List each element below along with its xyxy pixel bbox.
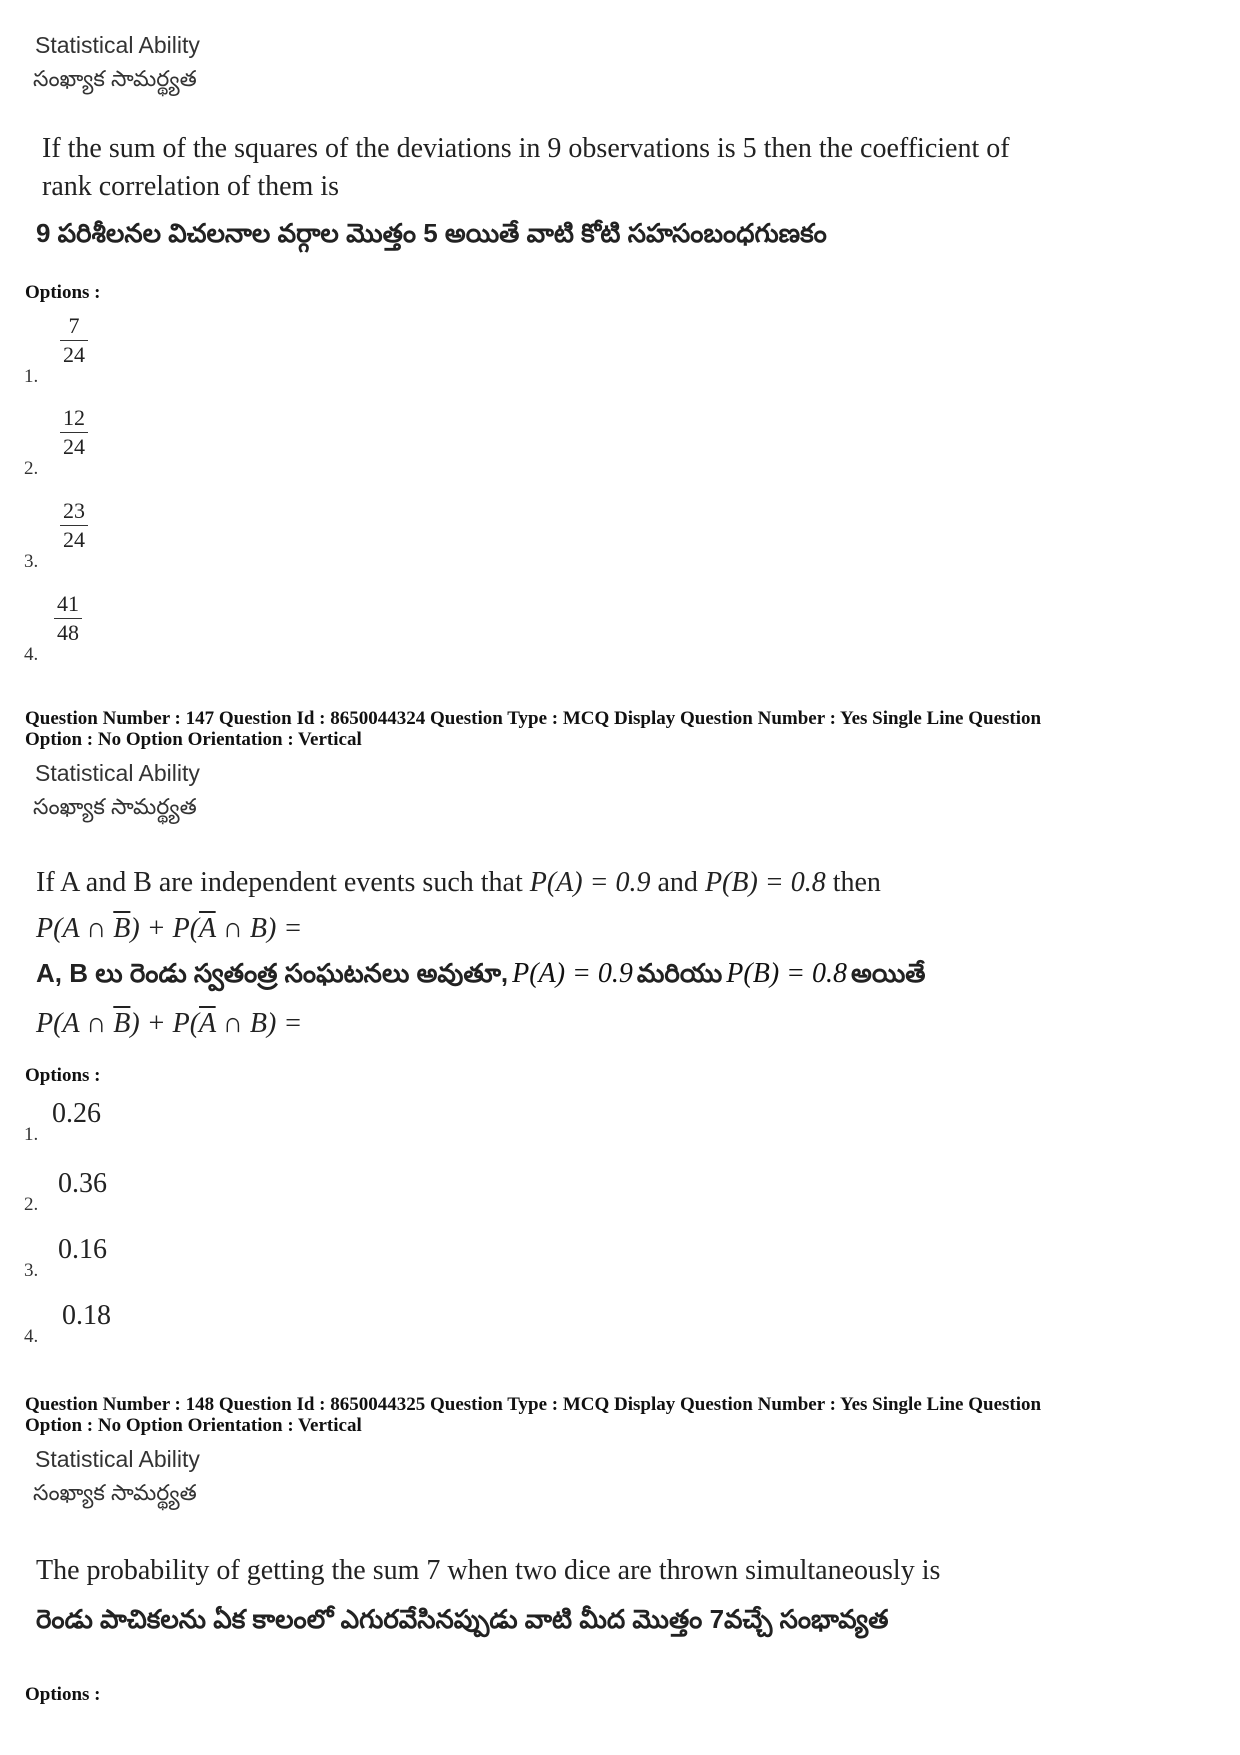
and-word: and [657, 867, 698, 898]
option-value: 0.18 [62, 1300, 111, 1331]
option-number: 4. [24, 1326, 39, 1347]
option-4[interactable] [24, 1300, 184, 1348]
telugu-suffix: అయితే [851, 958, 926, 988]
question-meta-line2: Option : No Option Orientation : Vertical [25, 1415, 362, 1436]
expr-part: ) + P( [130, 913, 200, 944]
expr-part: $\overline{B}$ [113, 913, 131, 944]
fraction-denominator: 24 [63, 434, 85, 459]
option-number: 3. [24, 551, 39, 572]
subject-label: Statistical Ability [35, 760, 200, 786]
fraction-denominator: 24 [63, 342, 85, 367]
option-fraction [60, 497, 88, 554]
question-text-telugu [36, 958, 926, 995]
options-label: Options : [25, 1065, 101, 1086]
options-label: Options : [25, 282, 101, 303]
fraction-denominator: 48 [57, 620, 79, 645]
option-number: 4. [24, 644, 39, 665]
option-number: 3. [24, 1260, 39, 1281]
fraction-numerator: 12 [63, 405, 85, 430]
question-text-telugu: 9 పరిశీలనల విచలనాల వర్గాల మొత్తం 5 అయితే వాటి కోటి సహసంబంధగుణకం [36, 218, 827, 248]
probability-expression [36, 910, 302, 948]
expr-part: ∩ [215, 1008, 250, 1039]
expr-part: B [249, 913, 267, 944]
expr-part: P( [36, 1008, 63, 1039]
subject-label-telugu: సంఖ్యాక సామర్థ్యత [33, 794, 197, 819]
telugu-prefix: A, B లు రెండు స్వతంత్ర సంఘటనలు అవుతూ, [36, 958, 509, 988]
option-2[interactable] [24, 404, 144, 486]
expr-part: ) + P( [130, 1008, 200, 1039]
question-meta-line2: Option : No Option Orientation : Vertical [25, 729, 362, 750]
prob-a-expr: P(A) = 0.9 [529, 867, 651, 898]
fraction-numerator: 41 [57, 591, 79, 616]
question-meta-line1: Question Number : 148 Question Id : 8650044325 Question Type : MCQ Display Question Number : Yes Single Line Question [25, 1394, 1042, 1415]
question-text-telugu: రెండు పాచికలను ఏక కాలంలో ఎగురవేసినప్పుడు వాటి మీద మొత్తం 7వచ్చే సంభావ్యత [36, 1604, 889, 1634]
expr-part: $\overline{B}$ [113, 1008, 131, 1039]
option-fraction [60, 312, 88, 369]
question-meta [25, 1394, 1225, 1436]
subject-label-telugu: సంఖ్యాక సామర్థ్యత [33, 66, 197, 91]
expr-part: ) = [267, 913, 303, 944]
options-label: Options : [25, 1684, 101, 1705]
option-value: 0.36 [58, 1168, 107, 1199]
then-word: then [832, 867, 881, 898]
question-meta [25, 708, 1225, 750]
probability-expression [36, 1005, 302, 1043]
option-number: 2. [24, 1194, 39, 1215]
option-1[interactable] [24, 1098, 184, 1146]
subject-label-telugu: సంఖ్యాక సామర్థ్యత [33, 1480, 197, 1505]
prob-b-expr: P(B) = 0.8 [726, 958, 848, 989]
question-text: The probability of getting the sum 7 when two dice are thrown simultaneously is [36, 1555, 941, 1586]
expr-part: $\overline{A}$ [199, 913, 216, 944]
option-value: 0.26 [52, 1098, 101, 1129]
option-fraction [54, 590, 82, 647]
expr-part: ∩ [79, 913, 114, 944]
option-number: 2. [24, 458, 39, 479]
expr-part: $\overline{A}$ [199, 1008, 216, 1039]
prob-a-expr: P(A) = 0.9 [512, 958, 633, 989]
question-meta-line1: Question Number : 147 Question Id : 8650044324 Question Type : MCQ Display Question Number : Yes Single Line Question [25, 708, 1042, 729]
option-2[interactable] [24, 1168, 184, 1216]
expr-part: ) = [267, 1008, 303, 1039]
option-fraction [60, 404, 88, 461]
expr-part: A [62, 913, 80, 944]
expr-part: ∩ [79, 1008, 114, 1039]
option-value: 0.16 [58, 1234, 107, 1265]
expr-part: A [62, 1008, 80, 1039]
expr-part: B [249, 1008, 267, 1039]
option-3[interactable] [24, 497, 144, 579]
expr-part: P( [36, 913, 63, 944]
question-text-line1: If the sum of the squares of the deviations in 9 observations is 5 then the coefficient of [42, 133, 1010, 164]
option-number: 1. [24, 1124, 39, 1145]
option-3[interactable] [24, 1234, 184, 1282]
expr-part: ∩ [215, 913, 250, 944]
option-4[interactable] [24, 590, 144, 672]
option-number: 1. [24, 366, 39, 387]
fraction-denominator: 24 [63, 527, 85, 552]
question-text-line2: rank correlation of them is [42, 171, 340, 202]
subject-label: Statistical Ability [35, 32, 200, 58]
question-text [36, 864, 881, 902]
telugu-and: మరియు [636, 958, 723, 988]
option-1[interactable] [24, 312, 144, 394]
question-text-lead: If A and B are independent events such that [36, 867, 523, 898]
fraction-numerator: 23 [63, 498, 85, 523]
prob-b-expr: P(B) = 0.8 [704, 867, 826, 898]
fraction-numerator: 7 [68, 313, 80, 338]
subject-label: Statistical Ability [35, 1446, 200, 1472]
